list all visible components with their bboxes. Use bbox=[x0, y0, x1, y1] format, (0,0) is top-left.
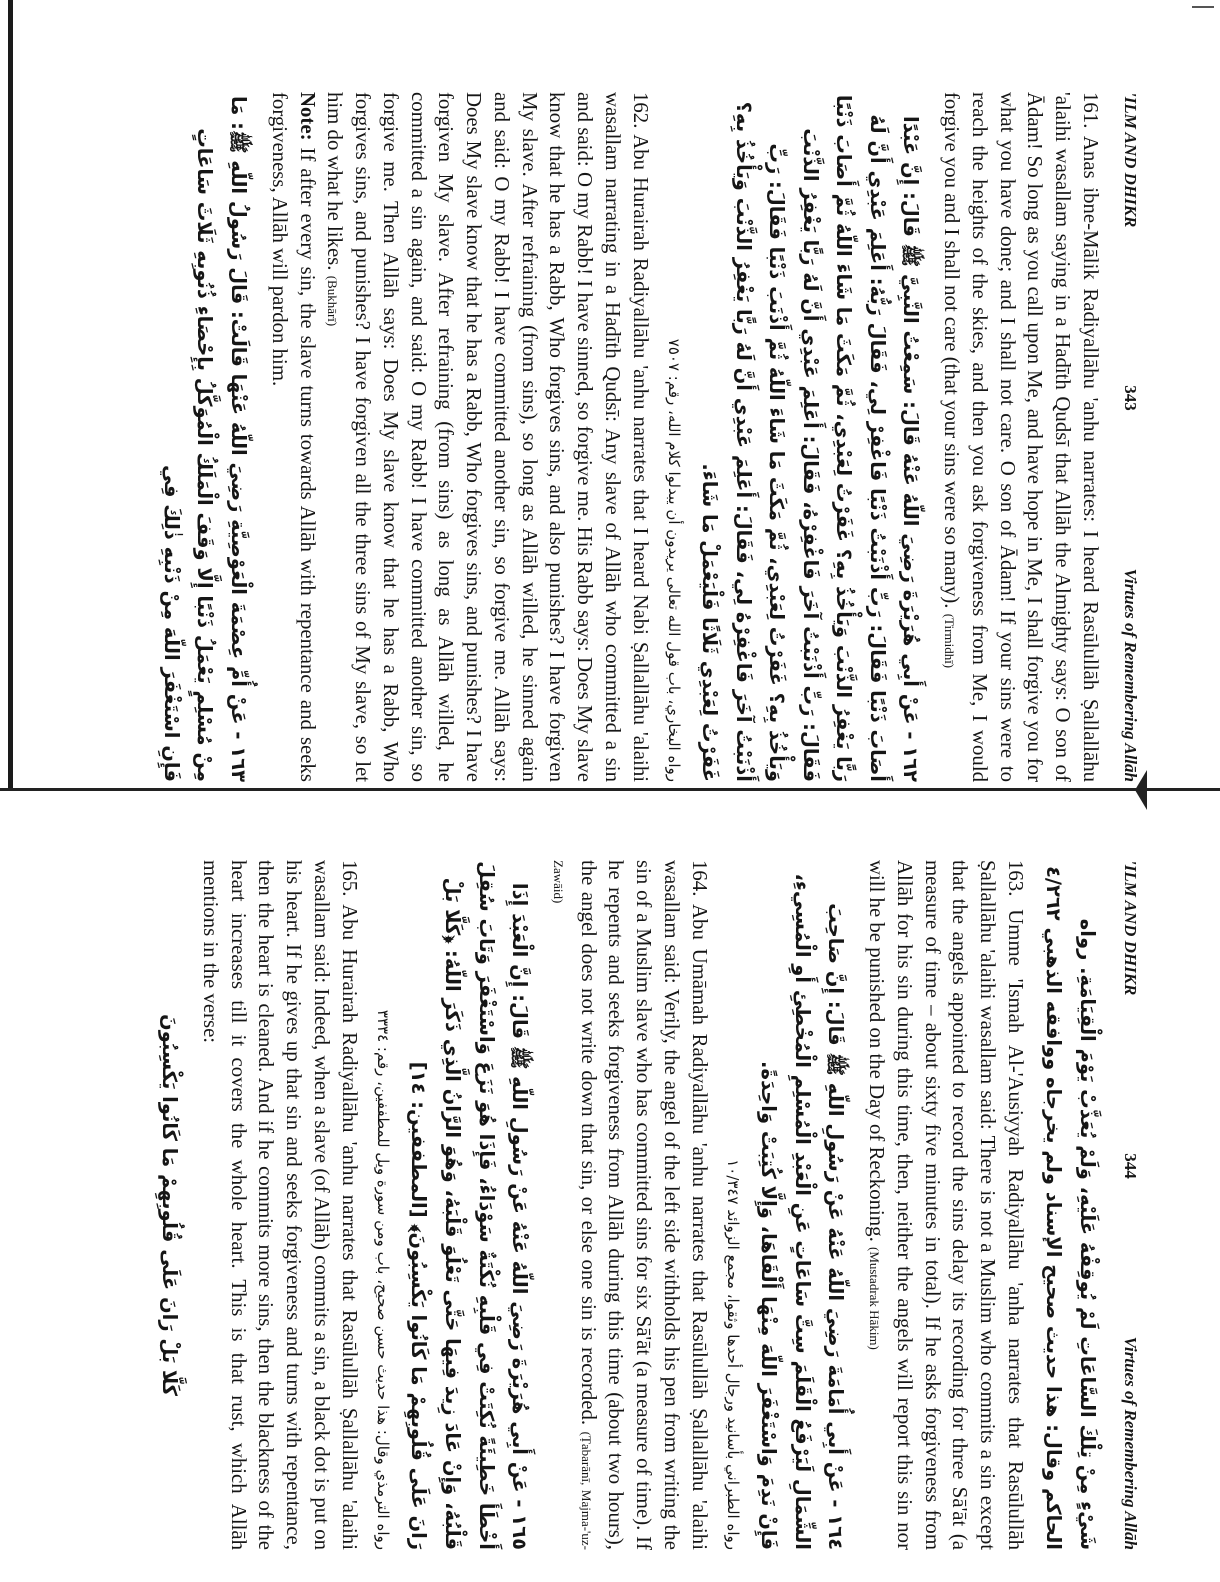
hadith-161-source: (Tirmidhī) bbox=[942, 613, 958, 669]
header-right: Virtues of Remembering Allāh bbox=[1121, 568, 1140, 782]
hadith-162-arabic-source: رواه البخاري، باب قول الله تعالى يريدون أن يبدلوا كلام الله، رقم: ٧٥٠٧ bbox=[664, 338, 683, 782]
hadith-164 bbox=[546, 860, 852, 1550]
hadith-161 bbox=[938, 92, 1105, 782]
page-fold-line bbox=[0, 788, 1220, 791]
hadith-162 bbox=[265, 92, 927, 782]
note-text: If after every sin, the slave turns towards Allāh with repentance and seeks forgiveness, Allāh will pardon him. bbox=[267, 92, 319, 782]
page-number: 343 bbox=[1121, 385, 1140, 411]
hadith-164-arabic-source: رواه الطبراني بأسانيد ورجال أحدها وثقوا، مجمع الزوائد ١٠/٣٤٧ bbox=[723, 1159, 742, 1550]
hadith-163-arabic-cont: شَيْءٍ مِنْ تِلْكَ السَّاعَاتِ لَمْ يُوقِفْهُ عَلَيْهِ، وَلَمْ يُعَذَّبْ يَوْمَ الْقِيَامَةِ. رواه الحاكم وقال: هذا حديث صحيح الإسناد ولم يخرجاه ووافقه الذهبي ٤/٢٦٢ bbox=[1042, 865, 1099, 1550]
hadith-165 bbox=[153, 860, 536, 1550]
header-left: 'ILM AND DHIKR bbox=[1121, 860, 1140, 996]
hadith-165-arabic: ١٦٥ - عَنْ أَبِي هُرَيْرَةَ رَضِيَ اللّهُ عَنْهُ عَنْ رَسُولِ اللّهِ ﷺ قَالَ: إِنَّ الْعَبْدَ إِذَا أَخْطَأَ خَطِيئَةً نُكِتَتْ فِي قَلْبِهِ نُكْتَةٌ سَوْدَاءُ، فَإِذَا هُوَ نَزَعَ وَاسْتَغْفَرَ وَتَابَ سُقِلَ قَلْبُهُ، وَإِنْ عَادَ زِيدَ فِيهَا حَتَّى تَعْلُوَ قَلْبَهُ، وَهُوَ الرَّانُ الَّذِي ذَكَرَ اللّهُ: ﴿كَلَّا بَلْ رَانَ عَلَى قُلُوبِهِمْ مَا كَانُوا يَكْسِبُونَ﴾ [المطففين: ١٤] bbox=[407, 861, 532, 1550]
hadith-163-arabic-start: ١٦٣ - عَنْ أُمِّ عِصْمَةَ الْعَوْصِيَّةِ رَضِيَ اللّهُ عَنْهَا قَالَتْ: قَالَ رَسُولُ اللّهِ ﷺ: مَا مِنْ مُسْلِمٍ يَعْمَلُ ذَنْبًا إِلَّا وَقَفَ الْمَلَكُ الْمُوَكَّلُ بِإِحْصَاءِ ذُنُوبِهِ ثَلَاثَ سَاعَاتٍ فَإِنِ اسْتَغْفَرَ اللّهَ مِنْ ذَنْبِهِ ذٰلِكَ فِي bbox=[159, 95, 251, 782]
quran-verse: كَلَّا بَلْ رَانَ عَلَى قُلُوبِهِمْ مَا كَانُوا يَكْسِبُونَ bbox=[158, 1013, 182, 1397]
page-344 bbox=[60, 860, 1140, 1550]
hadith-164-arabic: ١٦٤ - عَنْ أَبِي أُمَامَةَ رَضِيَ اللّهُ عَنْهُ عَنْ رَسُولِ اللّهِ ﷺ قَالَ: إِنَّ صَاحِبَ الشِّمَالِ لَيَرْفَعُ الْقَلَمَ سِتَّ سَاعَاتٍ عَنِ الْعَبْدِ الْمُسْلِمِ الْمُخْطِئِ أَوِ الْمُسِيءِ، فَإِنْ نَدِمَ وَاسْتَغْفَرَ اللّهَ مِنْهَا أَلْقَاهَا، وَإِلَّا كُتِبَتْ وَاحِدَةً. bbox=[757, 873, 848, 1550]
hadith-161-translation: 161. Anas ibne-Mālik Radiyallāhu 'anhu narrates: I heard Rasūlullāh Ṣallallāhu 'alaihi wasallam saying in a Hadīth Qudsī that Allāh the Almighty says: O son of Ādam! So long as you call upon Me, and have hope in Me, I shall forgive you for what you have done; and I shall not care. O son of Ādam! If your sins were to reach the heights of the skies, and then you ask forgiveness from Me, I would forgive you and I shall not care (that your sins were so many). (Tirmidhī) bbox=[940, 92, 1102, 782]
book-spine-shadow bbox=[8, 0, 13, 790]
hadith-163 bbox=[862, 860, 1029, 1550]
hadith-163-source: (Mustadrak Hākim) bbox=[867, 1246, 883, 1350]
page-header bbox=[1120, 860, 1140, 1550]
hadith-164-translation: 164. Abu Umāmah Radiyallāhu 'anhu narrates that Rasūlullāh Ṣallallāhu 'alaihi wasallam said: Verily, the angel of the left side withholds his pen from writing the sin of a Muslim slave who has committed sins for six Sā'āt (a measure of time). If he repents and seeks forgiveness from Allāh during this time (about two hours), the angel does not write down that sin, or else one sin is recorded. (Ṭabarānī, Majma-'uz-Zawāid) bbox=[550, 860, 711, 1550]
hadith-165-arabic-source: رواه الترمذي وقال: هذا حديث حسن صحيح، باب ومن سورة ويل للمطففين، رقم: ٣٣٣٤ bbox=[373, 1009, 392, 1550]
header-right: Virtues of Remembering Allāh bbox=[1121, 1336, 1140, 1550]
page-343 bbox=[60, 92, 1140, 782]
hadith-164-source: (Ṭabarānī, Majma-'uz-Zawāid) bbox=[550, 860, 594, 1550]
page-number: 344 bbox=[1121, 1153, 1140, 1179]
page-header bbox=[1120, 92, 1140, 782]
hadith-162-arabic: ١٦٢ - عَنْ أَبِي هُرَيْرَةَ رَضِيَ اللّهُ عَنْهُ قَالَ: سَمِعْتُ النَّبِيَّ ﷺ قَالَ: إِنَّ عَبْدًا أَصَابَ ذَنْبًا فَقَالَ: رَبِّ أَذْنَبْتُ ذَنْبًا فَاغْفِرْ لِي، فَقَالَ رَبُّهُ: أَعَلِمَ عَبْدِي أَنَّ لَهُ رَبًّا يَغْفِرُ الذَّنْبَ وَيَأْخُذُ بِهِ؟ غَفَرْتُ لِعَبْدِي، ثُمَّ مَكَثَ مَا شَاءَ اللّهُ ثُمَّ أَصَابَ ذَنْبًا فَقَالَ: رَبِّ أَذْنَبْتُ آخَرَ فَاغْفِرْهُ، فَقَالَ: أَعَلِمَ عَبْدِي أَنَّ لَهُ رَبًّا يَغْفِرُ الذَّنْبَ وَيَأْخُذُ بِهِ؟ غَفَرْتُ لِعَبْدِي، ثُمَّ مَكَثَ مَا شَاءَ اللّهُ ثُمَّ أَذْنَبَ ذَنْبًا فَقَالَ: رَبِّ أَذْنَبْتُ آخَرَ فَاغْفِرْهُ لِي، فَقَالَ: أَعَلِمَ عَبْدِي أَنَّ لَهُ رَبًّا يَغْفِرُ الذَّنْبَ وَيَأْخُذُ بِهِ؟ غَفَرْتُ لِعَبْدِي ثَلَاثًا فَلْيَعْمَلْ مَا شَاءَ. bbox=[698, 94, 923, 782]
hadith-162-source: (Bukhārī) bbox=[325, 275, 341, 327]
note-label: Note: bbox=[295, 92, 319, 141]
hadith-163-translation: 163. Umme 'Ismah Al-'Ausiyyah Radiyallāhu 'anha narrates that Rasūlullāh Ṣallallāhu 'alaihi wasallam said: There is not a Muslim who commits a sin except that the angels appointed to record the sins delay its recording for three Sā'āt (a measure of time – about sixty five minutes in total). If he asks forgiveness from Allāh for his sin during this time, then, neither the angels will report this sin nor will he be punished on the Day of Reckoning. (Mustadrak Hākim) bbox=[865, 860, 1027, 1550]
hadith-165-translation: 165. Abu Hurairah Radiyallāhu 'anhu narrates that Rasūlullāh Ṣallallāhu 'alaihi wasallam said: Indeed, when a slave (of Allāh) commits a sin, a black dot is put on his heart. If he gives up that sin and seeks forgiveness and turns with repentance, then the heart is cleaned. And if he commits more sins, then the blackness of the heart increases till it covers the whole heart. This is that rust, which Allāh mentions in the verse: bbox=[198, 860, 361, 1550]
header-left: 'ILM AND DHIKR bbox=[1121, 92, 1140, 228]
scan-corner-mark bbox=[1192, 6, 1214, 8]
hadith-162-translation: 162. Abu Hurairah Radiyallāhu 'anhu narrates that I heard Nabi Ṣallallāhu 'alaihi wasallam narrating in a Hadīth Qudsī: Any slave of Allāh who committed a sin and said: O my Rabb! I have sinned, so forgive me. His Rabb says: Does My slave know that he has a Rabb, Who forgives sins, and also punishes? I have forgiven My slave. After refraining (from sins), so long as Allāh willed, he sinned again and said: O my Rabb! I have committed another sin, so forgive me. Allāh says: Does My slave know that he has a Rabb, Who forgives sins, and punishes? I have forgiven My slave. After refraining (from sins) as long as Allāh willed, he committed a sin again, and said: O my Rabb! I have committed another sin, so forgive me. Then Allāh says: Does My slave know that he has a Rabb, Who forgives sins, and punishes? I have forgiven all the three sins of My slave, so let him do what he likes. (Bukhārī) Note: If after every sin, the slave turns towards Allāh with repentance and seeks forgiveness, Allāh will pardon him. bbox=[267, 92, 652, 782]
